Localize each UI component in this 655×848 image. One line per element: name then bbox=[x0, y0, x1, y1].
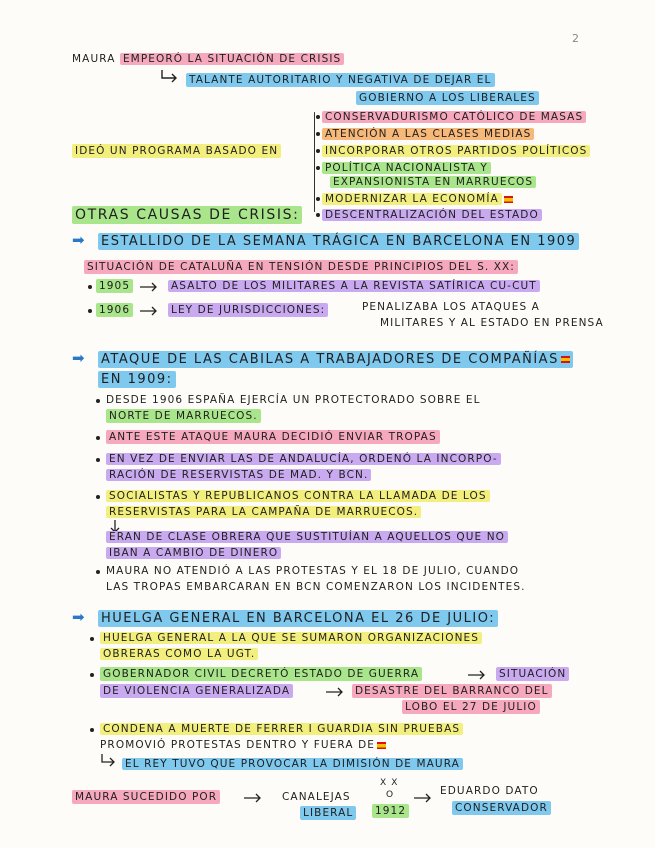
ataque-b5a: ERAN DE CLASE OBRERA QUE SUSTITUÍAN A AQUELLOS QUE NO bbox=[106, 530, 508, 544]
page-number: 2 bbox=[572, 32, 579, 45]
estallido-title: ESTALLIDO DE LA SEMANA TRÁGICA EN BARCELONA EN 1909 bbox=[98, 233, 579, 250]
blue-arrow-icon: ➡ bbox=[72, 231, 85, 249]
bullet-icon bbox=[316, 115, 320, 119]
ataque-title-2: EN 1909: bbox=[98, 371, 176, 388]
ataque-b4a: SOCIALISTAS Y REPUBLICANOS CONTRA LA LLAMADA DE LOS bbox=[106, 489, 490, 503]
bullet-icon bbox=[96, 436, 100, 440]
cu-cut-text: ASALTO DE LOS MILITARES A LA REVISTA SATÍRICA CU-CUT bbox=[168, 279, 540, 293]
programa-item-4: POLÍTICA NACIONALISTA Y bbox=[322, 161, 491, 175]
bullet-icon bbox=[96, 495, 100, 499]
arrow-right-icon bbox=[326, 687, 346, 697]
bullet-icon bbox=[316, 197, 320, 201]
year-1906: 1906 bbox=[96, 303, 133, 317]
huelga-h4: EL REY TUVO QUE PROVOCAR LA DIMISIÓN DE MAURA bbox=[122, 757, 463, 771]
sucesion-liberal: LIBERAL bbox=[300, 806, 356, 820]
bullet-icon bbox=[316, 213, 320, 217]
programa-item-1: CONSERVADURISMO CATÓLICO DE MASAS bbox=[322, 110, 586, 124]
ataque-b6a: MAURA NO ATENDIÓ A LAS PROTESTAS Y EL 18 DE JULIO, CUANDO bbox=[106, 565, 520, 577]
programa-item-3: INCORPORAR OTROS PARTIDOS POLÍTICOS bbox=[322, 144, 590, 158]
spain-flag-icon bbox=[504, 196, 513, 203]
ataque-b1b: NORTE DE MARRUECOS. bbox=[106, 409, 261, 423]
arrow-right-icon bbox=[414, 793, 434, 803]
bullet-icon bbox=[88, 285, 92, 289]
huelga-h1a: HUELGA GENERAL A LA QUE SE SUMARON ORGANIZACIONES bbox=[100, 631, 482, 645]
huelga-h3a: CONDENA A MUERTE DE FERRER I GUARDIA SIN PRUEBAS bbox=[100, 722, 463, 736]
huelga-h1b: OBRERAS COMO LA UGT. bbox=[100, 647, 258, 661]
programa-label: IDEÓ UN PROGRAMA BASADO EN bbox=[72, 144, 281, 158]
huelga-title: HUELGA GENERAL EN BARCELONA EL 26 DE JULIO: bbox=[98, 610, 498, 627]
bullet-icon bbox=[316, 166, 320, 170]
spain-flag-icon bbox=[561, 356, 570, 363]
crisis-highlight: EMPEORÓ LA SITUACIÓN DE CRISIS bbox=[120, 53, 344, 65]
bullet-icon bbox=[96, 570, 100, 574]
arrow-right-icon bbox=[140, 282, 160, 292]
year-1905: 1905 bbox=[96, 279, 133, 293]
sucesion-a: MAURA SUCEDIDO POR bbox=[72, 790, 220, 804]
ataque-b1a: DESDE 1906 ESPAÑA EJERCÍA UN PROTECTORADO SOBRE EL bbox=[106, 394, 481, 406]
sucesion-canalejas: CANALEJAS bbox=[282, 791, 351, 803]
programa-item-4b: EXPANSIONISTA EN MARRUECOS bbox=[330, 175, 536, 189]
huelga-h3b: PROMOVIÓ PROTESTAS DENTRO Y FUERA DE bbox=[100, 738, 386, 752]
blue-arrow-icon: ➡ bbox=[72, 349, 85, 367]
huelga-h2c: DE VIOLENCIA GENERALIZADA bbox=[100, 684, 293, 698]
bullet-icon bbox=[316, 132, 320, 136]
ataque-b2: ANTE ESTE ATAQUE MAURA DECIDIÓ ENVIAR TROPAS bbox=[106, 430, 440, 444]
ataque-b3b: RACIÓN DE RESERVISTAS DE MAD. Y BCN. bbox=[106, 468, 371, 482]
ataque-b3a: EN VEZ DE ENVIAR LAS DE ANDALUCÍA, ORDENÓ LA INCORPO- bbox=[106, 452, 501, 466]
sucesion-year: 1912 bbox=[372, 804, 409, 818]
huelga-h2e: LOBO EL 27 DE JULIO bbox=[402, 700, 540, 714]
bullet-icon bbox=[88, 309, 92, 313]
sucesion-xx: X X bbox=[380, 778, 399, 788]
bullet-icon bbox=[90, 673, 94, 677]
arrow-right-icon bbox=[100, 754, 118, 768]
programa-item-5: MODERNIZAR LA ECONOMÍA bbox=[322, 192, 513, 206]
ley-jurisdicciones: LEY DE JURISDICCIONES: bbox=[168, 303, 328, 317]
sucesion-o: O bbox=[386, 790, 395, 800]
huelga-h2d: DESASTRE DEL BARRANCO DEL bbox=[352, 684, 552, 698]
bullet-icon bbox=[90, 728, 94, 732]
otras-causas-title: OTRAS CAUSAS DE CRISIS: bbox=[72, 206, 302, 224]
huelga-h2a: GOBERNADOR CIVIL DECRETÓ ESTADO DE GUERRA bbox=[100, 667, 422, 681]
ataque-b4b: RESERVISTAS PARA LA CAMPAÑA DE MARRUECOS. bbox=[106, 505, 421, 519]
situacion-cataluna: SITUACIÓN DE CATALUÑA EN TENSIÓN DESDE PRINCIPIOS DEL S. XX: bbox=[84, 260, 518, 274]
programa-item-6: DESCENTRALIZACIÓN DEL ESTADO bbox=[322, 208, 542, 222]
bullet-icon bbox=[96, 399, 100, 403]
crisis-line-1 bbox=[72, 52, 344, 66]
spain-flag-icon bbox=[377, 742, 386, 749]
ataque-b6b: LAS TROPAS EMBARCARAN EN BCN COMENZARON LOS INCIDENTES. bbox=[106, 581, 526, 593]
bullet-icon bbox=[90, 637, 94, 641]
bullet-icon bbox=[316, 149, 320, 153]
sucesion-dato: EDUARDO DATO bbox=[440, 785, 539, 797]
ataque-b5b: IBAN A CAMBIO DE DINERO bbox=[106, 546, 281, 560]
brace bbox=[314, 112, 315, 212]
blue-arrow-icon: ➡ bbox=[72, 608, 85, 626]
arrow-right-icon bbox=[160, 70, 180, 84]
arrow-right-icon bbox=[244, 793, 264, 803]
arrow-right-icon bbox=[140, 306, 160, 316]
ley-desc-2: MILITARES Y AL ESTADO EN PRENSA bbox=[380, 317, 604, 329]
ataque-title-1: ATAQUE DE LAS CABILAS A TRABAJADORES DE COMPAÑÍAS bbox=[98, 351, 573, 368]
huelga-h2b: SITUACIÓN bbox=[496, 667, 569, 681]
crisis-line-3: GOBIERNO A LOS LIBERALES bbox=[356, 91, 539, 105]
arrow-right-icon bbox=[468, 670, 488, 680]
programa-item-2: ATENCIÓN A LAS CLASES MEDIAS bbox=[322, 127, 534, 141]
maura-label: MAURA bbox=[72, 53, 116, 65]
ley-desc-1: PENALIZABA LOS ATAQUES A bbox=[362, 301, 540, 313]
sucesion-conservador: CONSERVADOR bbox=[452, 801, 551, 815]
bullet-icon bbox=[96, 458, 100, 462]
crisis-line-2: TALANTE AUTORITARIO Y NEGATIVA DE DEJAR EL bbox=[186, 73, 495, 87]
